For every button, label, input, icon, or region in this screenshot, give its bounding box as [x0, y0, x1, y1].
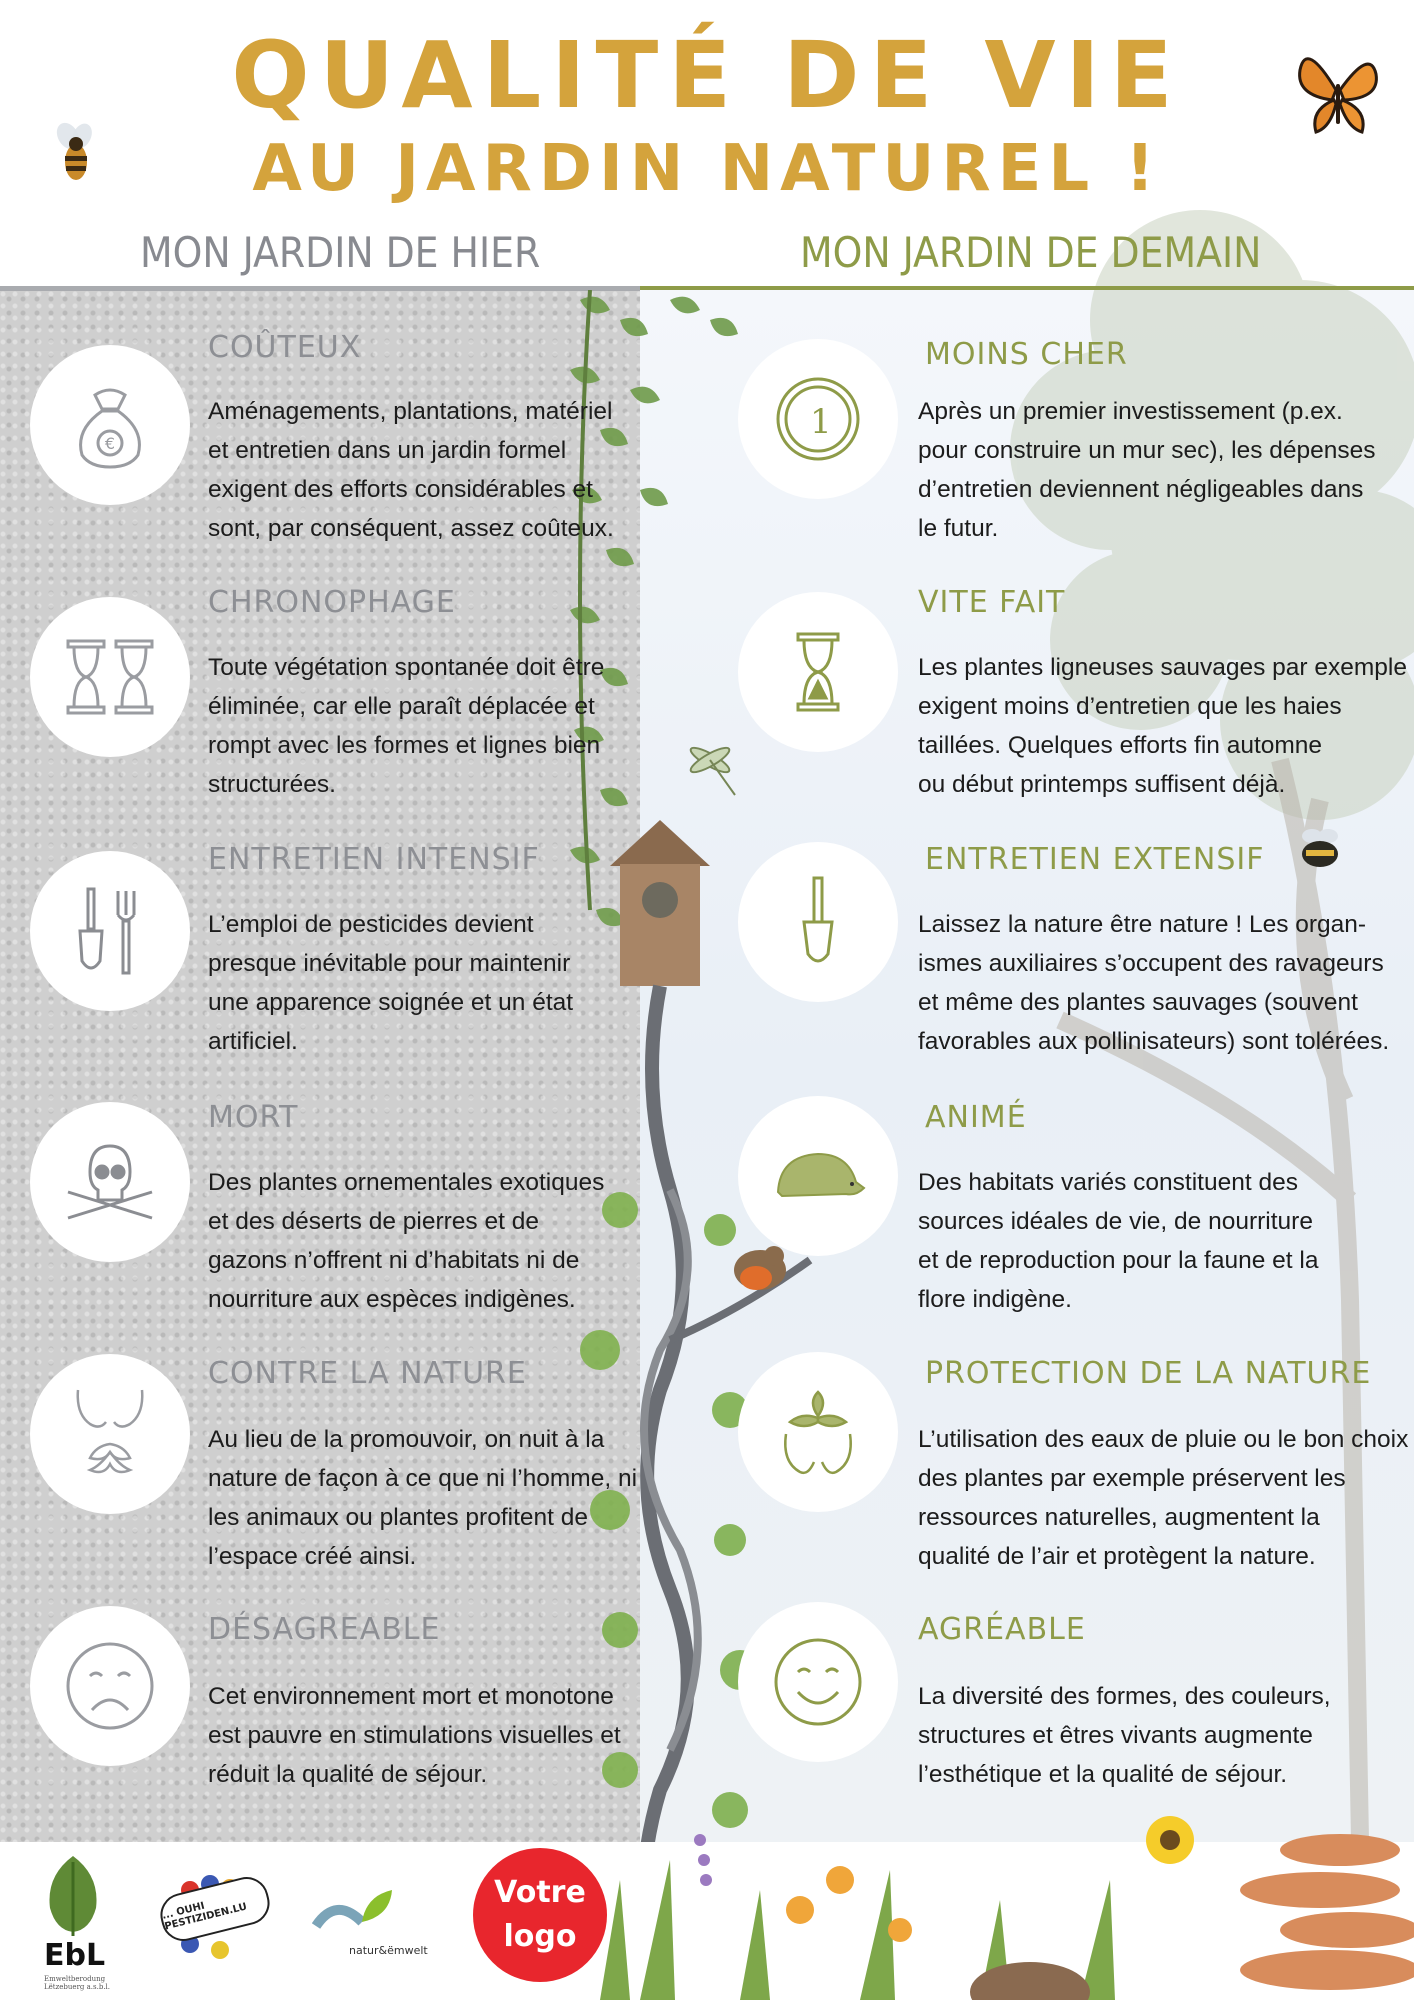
right-item-text-5: L’utilisation des eaux de pluie ou le bon choix des plantes par exemple préservent les ressources naturelles, augmentent la qualité de l’air et protègent la nature.	[918, 1426, 1409, 1570]
votre-logo-line2: logo	[503, 1919, 577, 1954]
hands-leaf-icon	[60, 1384, 160, 1484]
page-title: QUALITÉ DE VIE	[231, 22, 1183, 129]
sad-face-icon	[60, 1636, 160, 1736]
left-item-text-3: L’emploi de pesticides devient presque inévitable pour maintenir une apparence soignée et un état artificiel.	[208, 911, 574, 1055]
right-column-heading: MON JARDIN DE DEMAIN	[800, 228, 1262, 277]
agreable-icon-circle	[738, 1602, 898, 1762]
left-item-text-1: Aménagements, plantations, matériel et entretien dans un jardin formel exigent des efforts considérables et sont, par conséquent, assez coûteux.	[208, 398, 614, 542]
right-item-text-3: Laissez la nature être nature ! Les organ- ismes auxiliaires s’occupent des ravageurs et même des plantes sauvages (souvent favorables aux pollinisateurs) sont tolérées.	[918, 911, 1390, 1055]
contre-la-nature-icon-circle	[30, 1354, 190, 1514]
chronophage-icon-circle	[30, 597, 190, 757]
ohni-pestiziden-logo: ... OUHI PESTIZIDEN.LU	[156, 1872, 274, 1945]
couteux-icon-circle	[30, 345, 190, 505]
skull-crossbones-icon	[60, 1132, 160, 1232]
garden-tools-icon	[60, 881, 160, 981]
robin-icon	[734, 1246, 786, 1290]
left-item-title-2: CHRONOPHAGE	[208, 585, 456, 620]
svg-text:€: €	[104, 434, 116, 453]
hourglass-icon	[768, 622, 868, 722]
entretien-extensif-icon-circle	[738, 842, 898, 1002]
mort-icon-circle	[30, 1102, 190, 1262]
left-item-text-2: Toute végétation spontanée doit être éliminée, car elle paraît déplacée et rompt avec les formes et lignes bien structurées.	[208, 654, 605, 798]
trowel-icon	[768, 872, 868, 972]
bee-icon	[52, 122, 98, 188]
right-item-title-3: ENTRETIEN EXTENSIF	[925, 842, 1265, 877]
garden-flowers-icon	[560, 1760, 1414, 2000]
moins-cher-icon-circle	[738, 339, 898, 499]
hands-leaves-icon	[768, 1382, 868, 1482]
anime-icon-circle	[738, 1096, 898, 1256]
left-item-title-5: CONTRE LA NATURE	[208, 1356, 527, 1391]
left-item-title-4: MORT	[208, 1100, 299, 1135]
right-item-title-1: MOINS CHER	[925, 337, 1128, 372]
right-item-title-2: VITE FAIT	[918, 585, 1066, 620]
left-item-text-6: Cet environnement mort et monotone est pauvre en stimulations visuelles et réduit la qualité de séjour.	[208, 1683, 621, 1788]
left-item-title-3: ENTRETIEN INTENSIF	[208, 842, 540, 877]
coin-icon	[768, 369, 868, 469]
right-item-title-6: AGRÉABLE	[918, 1612, 1086, 1647]
right-item-text-4: Des habitats variés constituent des sources idéales de vie, de nourriture et de reproduction pour la faune et la flore indigène.	[918, 1169, 1319, 1313]
left-column-heading: MON JARDIN DE HIER	[140, 228, 541, 277]
natur-emwelt-logo-icon	[312, 1886, 396, 1942]
svg-text:1: 1	[810, 402, 832, 442]
butterfly-icon	[1296, 40, 1380, 140]
ebl-leaf-logo-icon	[38, 1852, 108, 1938]
ebl-logo-text: EbL	[44, 1938, 106, 1973]
votre-logo-badge	[473, 1848, 607, 1982]
natur-emwelt-logo-text: natur&ëmwelt	[349, 1944, 428, 1957]
right-item-text-2: Les plantes ligneuses sauvages par exemple exigent moins d’entretien que les haies taillées. Quelques efforts fin automne ou début printemps suffisent déjà.	[918, 654, 1407, 798]
smile-face-icon	[768, 1632, 868, 1732]
page-subtitle: AU JARDIN NATUREL !	[252, 132, 1162, 206]
vite-fait-icon-circle	[738, 592, 898, 752]
left-item-text-5: Au lieu de la promouvoir, on nuit à la nature de façon à ce que ni l’homme, ni les animaux ou plantes profitent de l’espace créé ainsi.	[208, 1426, 638, 1570]
protection-nature-icon-circle	[738, 1352, 898, 1512]
left-item-text-4: Des plantes ornementales exotiques et des déserts de pierres et de gazons n’offrent ni d’habitats ni de nourriture aux espèces indigènes.	[208, 1169, 605, 1313]
right-item-text-6: La diversité des formes, des couleurs, structures et êtres vivants augmente l’esthétique et la qualité de séjour.	[918, 1683, 1331, 1788]
right-item-title-4: ANIMÉ	[925, 1100, 1027, 1135]
money-bag-icon	[60, 375, 160, 475]
desagreable-icon-circle	[30, 1606, 190, 1766]
birdhouse-icon	[610, 820, 710, 986]
dragonfly-icon	[688, 744, 735, 795]
votre-logo-line1: Votre	[494, 1875, 586, 1910]
right-item-title-5: PROTECTION DE LA NATURE	[925, 1356, 1372, 1391]
left-item-title-6: DÉSAGREABLE	[208, 1612, 441, 1647]
entretien-intensif-icon-circle	[30, 851, 190, 1011]
left-heading-rule	[0, 286, 640, 291]
hourglasses-icon	[60, 627, 160, 727]
left-item-title-1: COÛTEUX	[208, 330, 362, 365]
hedgehog-icon	[768, 1126, 868, 1226]
ebl-logo-subtext: Emweltberodung Lëtzebuerg a.s.b.l.	[44, 1975, 111, 1991]
right-item-text-1: Après un premier investissement (p.ex. pour construire un mur sec), les dépenses d’entretien deviennent négligeables dans le futur.	[918, 398, 1376, 542]
bumblebee-icon	[1296, 826, 1344, 872]
